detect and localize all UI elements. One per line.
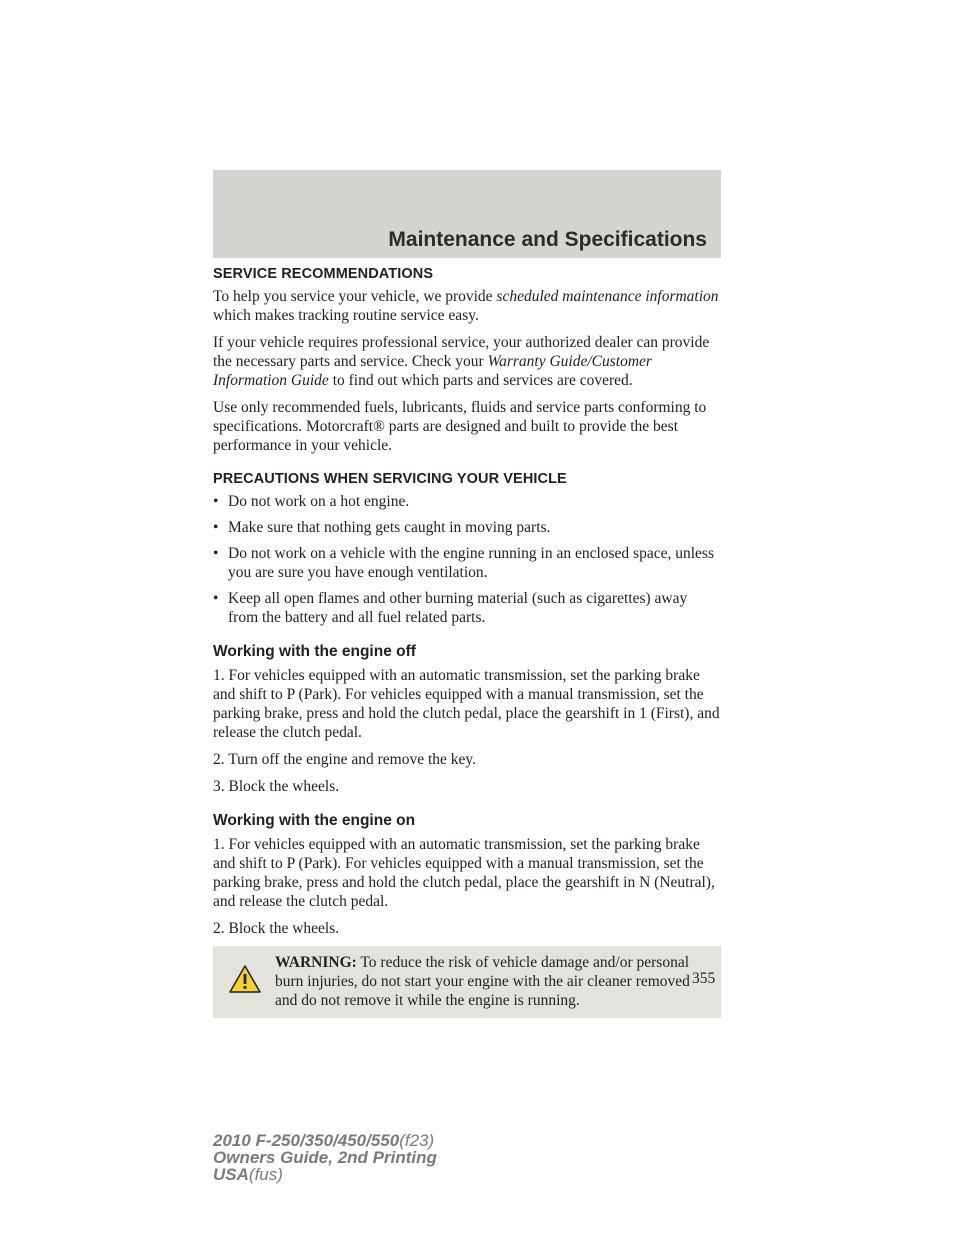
warning-text: To reduce the risk of vehicle damage and/or personal burn injuries, do not start your engine with the air cleaner removed and do not remove it while the engine is running.: [275, 954, 690, 1009]
section-title: Maintenance and Specifications: [388, 228, 707, 251]
precautions-list: [213, 492, 721, 627]
page-number: 355: [692, 970, 716, 987]
step-engine-on-1: 1. For vehicles equipped with an automatic transmission, set the parking brake and shift to P (Park). For vehicles equipped with a manual transmission, set the parking brake, press and hold the clutch pedal, place the gearshift in N (Neutral), and release the clutch pedal.: [213, 836, 715, 910]
paragraph-recommended-parts: Use only recommended fuels, lubricants, fluids and service parts conforming to specifications. Motorcraft® parts are designed and built to provide the best performance in your vehicle.: [213, 399, 707, 454]
warning-label: WARNING:: [275, 954, 357, 971]
step-engine-off-3: 3. Block the wheels.: [213, 778, 340, 795]
page-content: [213, 266, 721, 1018]
paragraph-professional-service: If your vehicle requires professional service, your authorized dealer can provide the necessary parts and service. Check your Warranty Guide/Customer Information Guide to find out which parts and services are covered.: [213, 334, 710, 389]
step-engine-off-1: 1. For vehicles equipped with an automatic transmission, set the parking brake and shift to P (Park). For vehicles equipped with a manual transmission, set the parking brake, press and hold the clutch pedal, place the gearshift in 1 (First), and release the clutch pedal.: [213, 667, 720, 741]
footer-print-info: 2010 F-250/350/450/550(f23) Owners Guide, 2nd Printing USA(fus): [213, 1131, 437, 1184]
heading-service-recommendations: SERVICE RECOMMENDATIONS: [213, 266, 434, 282]
list-item: • Do not work on a hot engine.: [213, 493, 410, 510]
emphasis-scheduled-maintenance: scheduled maintenance information: [496, 288, 719, 305]
list-item: • Make sure that nothing gets caught in moving parts.: [213, 519, 551, 536]
step-engine-on-2: 2. Block the wheels.: [213, 920, 340, 937]
list-item: • Keep all open flames and other burning material (such as cigarettes) away from the battery and all fuel related parts.: [213, 590, 688, 626]
emphasis-warranty-guide: Warranty Guide/Customer Information Guide: [213, 353, 652, 389]
section-header-bar: [213, 170, 721, 258]
heading-precautions: PRECAUTIONS WHEN SERVICING YOUR VEHICLE: [213, 471, 567, 487]
warning-triangle-icon: [229, 965, 261, 993]
step-engine-off-2: 2. Turn off the engine and remove the key.: [213, 751, 477, 768]
warning-box: [213, 946, 721, 1018]
list-item: • Do not work on a vehicle with the engine running in an enclosed space, unless you are sure you have enough ventilation.: [213, 545, 714, 581]
heading-engine-off: Working with the engine off: [213, 643, 416, 660]
paragraph-service-intro: To help you service your vehicle, we provide scheduled maintenance information which makes tracking routine service easy.: [213, 288, 719, 324]
heading-engine-on: Working with the engine on: [213, 812, 416, 829]
